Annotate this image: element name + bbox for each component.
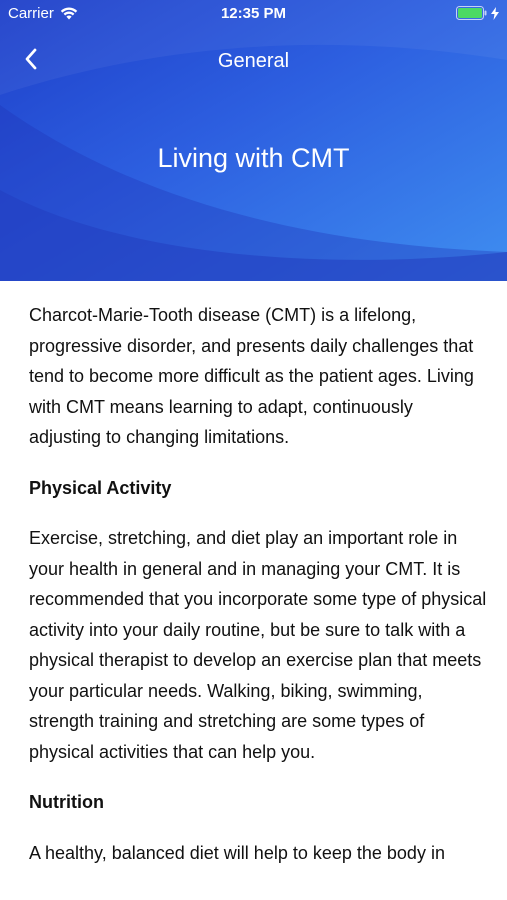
intro-paragraph: Charcot-Marie-Tooth disease (CMT) is a lifelong, progressive disorder, and presents daily challenges that tend to become more difficult as the patient ages. Living with CMT means learning to adapt, continuously adjusting to changing limitations.	[29, 305, 474, 447]
charging-bolt-icon	[491, 7, 499, 20]
section-heading-physical-activity: Physical Activity	[29, 477, 172, 498]
section-body-nutrition: A healthy, balanced diet will help to keep the body in	[29, 842, 445, 863]
section-body-physical-activity: Exercise, stretching, and diet play an important role in your health in general and in managing your CMT. It is recommended that you incorporate some type of physical activity into your daily routine, but be sure to talk with a physical therapist to develop an exercise plan that meets your particular needs. Walking, biking, swimming, strength training and stretching are some types of physical activities that can help you.	[29, 528, 487, 762]
carrier-label: Carrier	[8, 5, 54, 22]
header-banner	[0, 0, 507, 281]
nav-title: General	[217, 50, 290, 72]
article-content	[29, 300, 489, 888]
status-bar	[0, 0, 507, 28]
battery-icon	[456, 6, 488, 20]
battery-indicator	[456, 6, 499, 20]
page-title: Living with CMT	[157, 143, 350, 173]
status-time: 12:35 PM	[220, 5, 287, 22]
header-wave-background	[0, 0, 507, 281]
section-heading-nutrition: Nutrition	[29, 792, 104, 812]
